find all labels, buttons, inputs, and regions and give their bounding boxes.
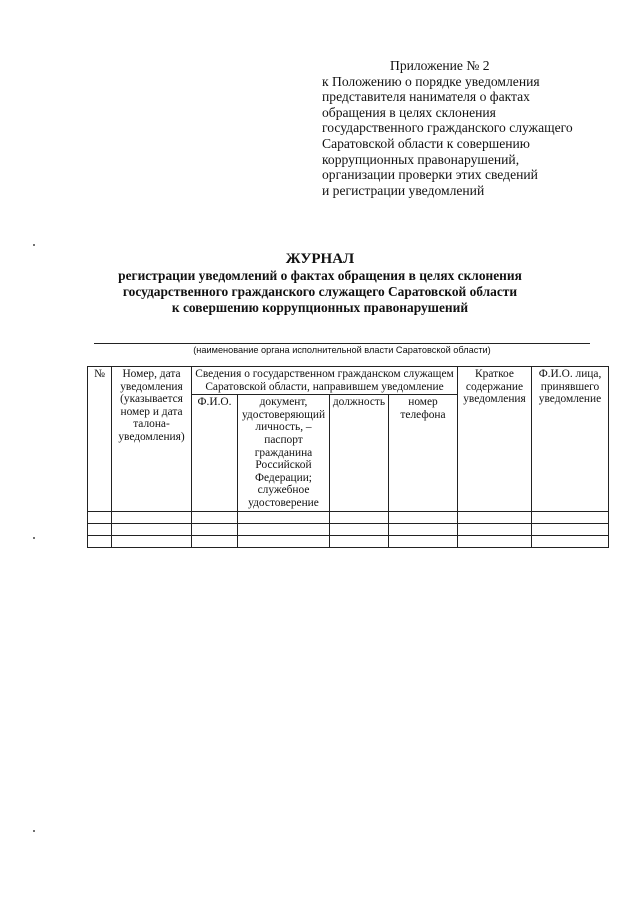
table-cell[interactable] [389,511,458,523]
table-cell[interactable] [112,511,192,523]
table-cell[interactable] [330,523,389,535]
table-cell[interactable] [238,511,330,523]
journal-heading [60,250,580,316]
table-cell[interactable] [192,535,238,547]
journal-table [87,366,609,548]
org-name-rule [94,343,590,344]
appendix-line: представителя нанимателя о фактах [322,89,530,105]
table-cell[interactable] [88,523,112,535]
header-employee-info: Сведения о государственном гражданском служащем Саратовской области, направившем уведомление [192,367,458,395]
header-phone: номер телефона [389,395,458,511]
header-number: № [88,367,112,512]
table-cell[interactable] [330,535,389,547]
org-name-caption: (наименование органа исполнительной власти Саратовской области) [193,345,491,355]
journal-subtitle-line: регистрации уведомлений о фактах обращения в целях склонения [118,268,522,283]
header-accepted-by: Ф.И.О. лица, принявшего уведомление [532,367,609,512]
appendix-line: коррупционных правонарушений, [322,151,520,167]
table-cell[interactable] [458,523,532,535]
table-row [88,511,609,523]
journal-subtitle-line: к совершению коррупционных правонарушений [171,300,469,315]
table-cell[interactable] [88,535,112,547]
table-cell[interactable] [112,523,192,535]
scan-mark [33,244,35,246]
appendix-line: и регистрации уведомлений [322,182,485,198]
table-cell[interactable] [192,523,238,535]
table-cell[interactable] [458,535,532,547]
table-cell[interactable] [330,511,389,523]
appendix-line: организации проверки этих сведений [322,167,538,183]
table-cell[interactable] [389,523,458,535]
table-cell[interactable] [458,511,532,523]
header-fio: Ф.И.О. [192,395,238,511]
table-cell[interactable] [532,511,609,523]
table-cell[interactable] [192,511,238,523]
appendix-line: государственного гражданского служащего [322,120,573,136]
appendix-line: Саратовской области к совершению [322,135,530,151]
header-position: должность [330,395,389,511]
journal-subtitle-line: государственного гражданского служащего Саратовской области [122,284,518,299]
table-row [88,523,609,535]
appendix-line: к Положению о порядке уведомления [322,73,540,89]
appendix-title: Приложение № 2 [390,58,490,73]
appendix-line: обращения в целях склонения [322,104,496,120]
table-cell[interactable] [532,523,609,535]
table-cell[interactable] [389,535,458,547]
table-cell[interactable] [238,523,330,535]
journal-title: ЖУРНАЛ [285,251,355,267]
table-header-row [88,367,609,395]
table-cell[interactable] [532,535,609,547]
table-cell[interactable] [88,511,112,523]
header-summary: Краткое содержание уведомления [458,367,532,512]
header-identity-document: документ, удостоверяющий личность, – паспорт гражданина Российской Федерации; служебное удостоверение [238,395,330,511]
table-cell[interactable] [112,535,192,547]
table-cell[interactable] [238,535,330,547]
scan-mark [33,830,35,832]
header-notice-number-date: Номер, дата уведомления (указывается номер и дата талона-уведомления) [112,367,192,512]
scan-mark [33,537,35,539]
table-row [88,535,609,547]
appendix-header [322,58,622,198]
